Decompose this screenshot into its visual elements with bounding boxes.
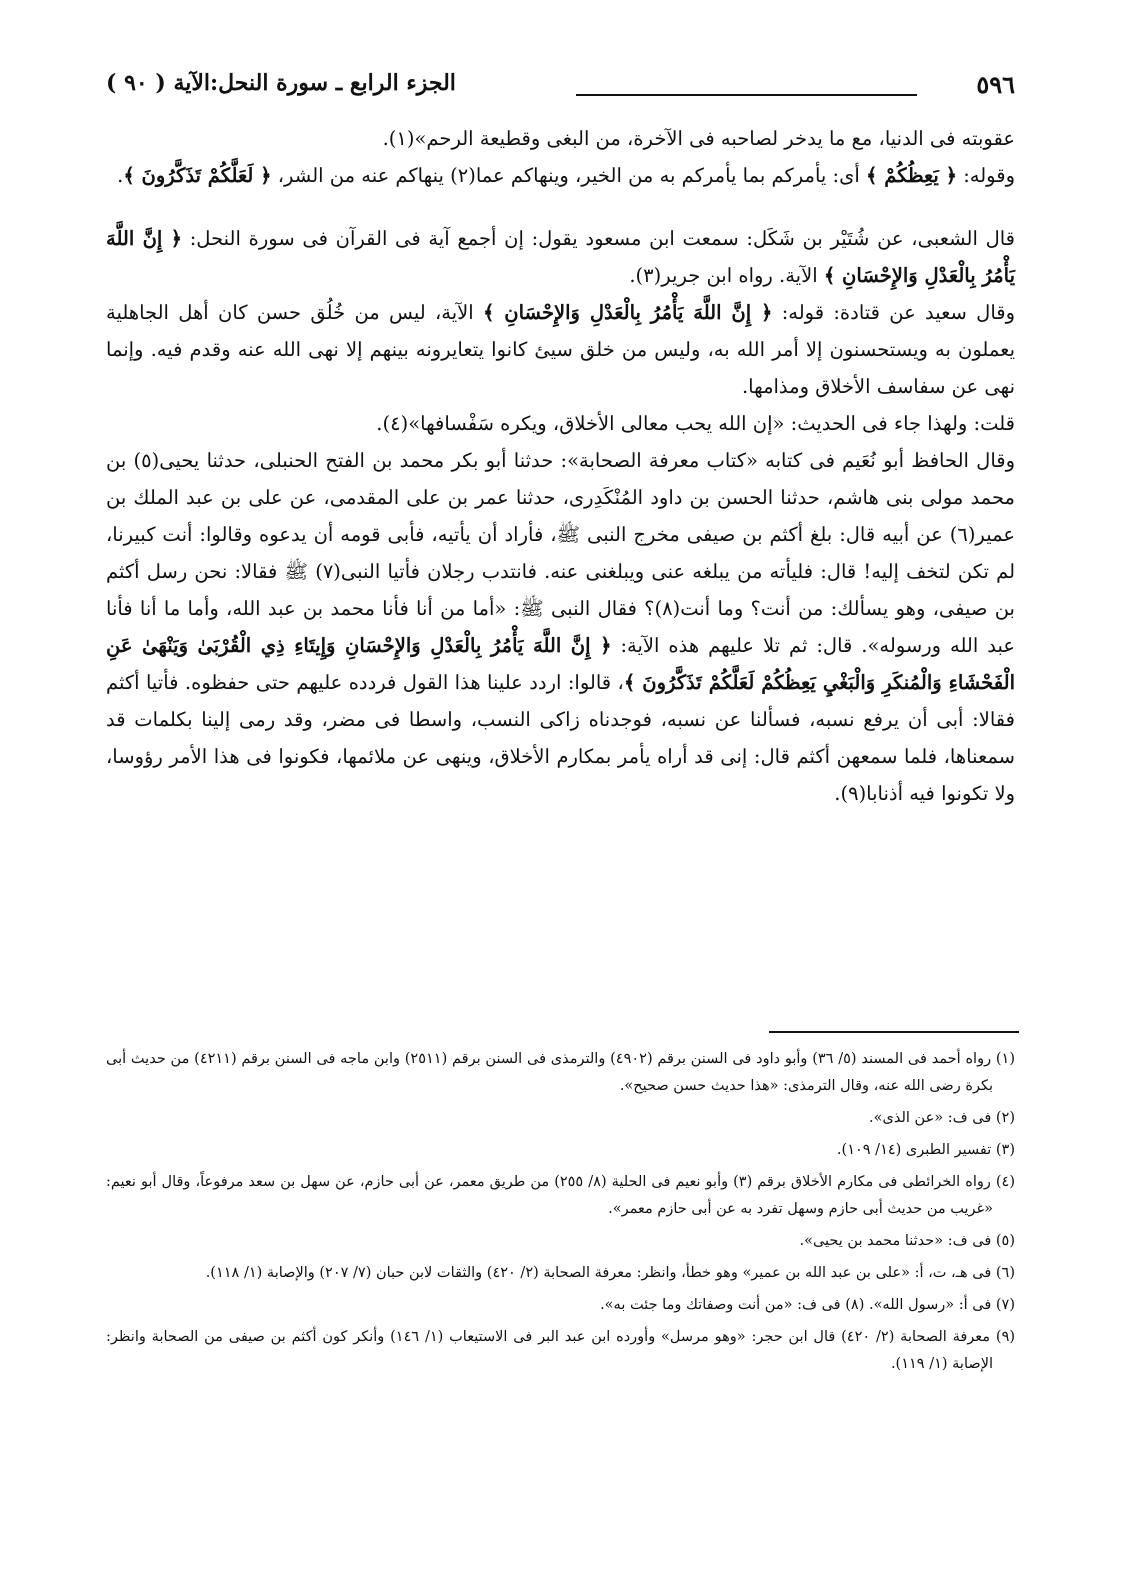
footnote-3: (٣) تفسير الطبرى (١٤/ ١٠٩). — [836, 1142, 1015, 1158]
main-text — [106, 120, 1015, 812]
header-rule — [576, 94, 917, 96]
paragraph-2: وقوله: ﴿ يَعِظُكُمْ ﴾ أى: يأمركم بما يأمركم به من الخير، وينهاكم عما(٢) ينهاكم عنه من الشر، ﴿ لَعَلَّكُمْ تَذَكَّرُونَ ﴾. — [117, 164, 1015, 187]
quran-verse: ﴿ إِنَّ اللَّهَ يَأْمُرُ بِالْعَدْلِ وَالإِحْسَانِ ﴾ — [106, 227, 1015, 287]
quran-verse: ﴿ يَعِظُكُمْ ﴾ — [866, 164, 958, 187]
footnote-6: (٦) فى هـ، ت، أ: «على بن عبد الله بن عمير» وهو خطأ، وانظر: معرفة الصحابة (٢/ ٤٢٠) والثقات لابن حبان (٧/ ٢٠٧) والإصابة (١/ ١١٨). — [205, 1265, 1015, 1281]
page-header — [106, 70, 1015, 110]
paragraph-3: قال الشعبى، عن شُتَيْر بن شَكَل: سمعت ابن مسعود يقول: إن أجمع آية فى القرآن فى سورة النحل: ﴿ إِنَّ اللَّهَ يَأْمُرُ بِالْعَدْلِ وَالإِحْسَانِ ﴾ الآية. رواه ابن جرير(٣). — [106, 227, 1015, 287]
footnote-7-8: (٧) فى أ: «رسول الله». (٨) فى ف: «من أنت وصفاتك وما جئت به». — [600, 1297, 1015, 1313]
quran-verse: ﴿ لَعَلَّكُمْ تَذَكَّرُونَ ﴾ — [123, 164, 272, 187]
footnote-1: (١) رواه أحمد فى المسند (٥/ ٣٦) وأبو داود فى السنن برقم (٤٩٠٢) والترمذى فى السنن برقم (٢٥١١) وابن ماجه فى السنن برقم (٤٢١١) من حديث أبى بكرة رضى الله عنه، وقال الترمذى: «هذا حديث حسن صحيح». — [106, 1051, 1015, 1094]
footnote-4: (٤) رواه الخرائطى فى مكارم الأخلاق برقم (٣) وأبو نعيم فى الحلية (٨/ ٢٥٥) من طريق معمر، عن أبى حازم، عن سهل بن سعد مرفوعاً، وقال أبو نعيم: «غريب من حديث أبى حازم وسهل تفرد به عن أبى حازم معمر». — [106, 1174, 1016, 1217]
quran-verse: ﴿ إِنَّ اللَّهَ يَأْمُرُ بِالْعَدْلِ وَالإِحْسَانِ وَإِيتَاءِ ذِي الْقُرْبَىٰ وَيَنْهَىٰ عَنِ الْفَحْشَاءِ وَالْمُنكَرِ وَالْبَغْيِ يَعِظُكُمْ لَعَلَّكُمْ تَذَكَّرُونَ ﴾ — [106, 634, 1015, 694]
paragraph-5: قلت: ولهذا جاء فى الحديث: «إن الله يحب معالى الأخلاق، ويكره سَفْسافها»(٤). — [376, 412, 1015, 435]
paragraph-1: عقوبته فى الدنيا، مع ما يدخر لصاحبه فى الآخرة، من البغى وقطيعة الرحم»(١). — [382, 127, 1015, 150]
quran-verse: ﴿ إِنَّ اللَّهَ يَأْمُرُ بِالْعَدْلِ وَالإِحْسَانِ ﴾ — [482, 301, 773, 324]
page-number: ٥٩٦ — [976, 70, 1015, 99]
footnote-9: (٩) معرفة الصحابة (٢/ ٤٢٠) قال ابن حجر: «وهو مرسل» وأورده ابن عبد البر فى الاستيعاب (١/ ١٤٦) وأنكر كون أكثم بن صيفى من الصحابة وانظر: الإصابة (١/ ١١٩). — [106, 1329, 1016, 1372]
footnotes — [106, 1046, 1015, 1383]
footnote-rule — [769, 1031, 1019, 1033]
footnote-2: (٢) فى ف: «عن الذى». — [869, 1110, 1015, 1126]
footnote-5: (٥) فى ف: «حدثنا محمد بن يحيى». — [799, 1233, 1015, 1249]
paragraph-6: وقال الحافظ أبو نُعَيم فى كتابه «كتاب معرفة الصحابة»: حدثنا أبو بكر محمد بن الفتح الحنبلى، حدثنا يحيى(٥) بن محمد مولى بنى هاشم، حدثنا الحسن بن داود المُنْكَدِرى، حدثنا عمر بن على المقدمى، عن على بن عبد الملك بن عمير(٦) عن أبيه قال: بلغ أكثم بن صيفى مخرج النبى ﷺ، فأراد أن يأتيه، فأبى قومه أن يدعوه وقالوا: أنت كبيرنا، لم تكن لتخف إليه! قال: فليأته من يبلغه عنى ويبلغنى عنه. فانتدب رجلان فأتيا النبى(٧) ﷺ فقالا: نحن رسل أكثم بن صيفى، وهو يسألك: من أنت؟ وما أنت(٨)؟ فقال النبى ﷺ: «أما من أنا فأنا محمد بن عبد الله، وأما ما أنا فأنا عبد الله ورسوله». قال: ثم تلا عليهم هذه الآية: ﴿ إِنَّ اللَّهَ يَأْمُرُ بِالْعَدْلِ وَالإِحْسَانِ وَإِيتَاءِ ذِي الْقُرْبَىٰ وَيَنْهَىٰ عَنِ الْفَحْشَاءِ وَالْمُنكَرِ وَالْبَغْيِ يَعِظُكُمْ لَعَلَّكُمْ تَذَكَّرُونَ ﴾، قالوا: اردد علينا هذا القول فردده عليهم حتى حفظوه. فأتيا أكثم فقالا: أبى أن يرفع نسبه، فسألنا عن نسبه، فوجدناه زاكى النسب، واسطا فى مضر، وقد رمى إلينا بكلمات قد سمعناها، فلما سمعهن أكثم قال: إنى قد أراه يأمر بمكارم الأخلاق، وينهى عن ملائمها، فكونوا فى هذا الأمر رؤوسا، ولا تكونوا فيه أذنابا(٩). — [106, 449, 1016, 805]
paragraph-4: وقال سعيد عن قتادة: قوله: ﴿ إِنَّ اللَّهَ يَأْمُرُ بِالْعَدْلِ وَالإِحْسَانِ ﴾ الآية، ليس من خُلُق حسن كان أهل الجاهلية يعملون به ويستحسنون إلا أمر الله به، وليس من خلق سيئ كانوا يتعايرونه بينهم إلا نهى الله عنه وقدم فيه. وإنما نهى عن سفاسف الأخلاق ومذامها. — [106, 301, 1016, 398]
running-title: الجزء الرابع ـ سورة النحل:الآية ( ٩٠ ) — [106, 70, 456, 96]
